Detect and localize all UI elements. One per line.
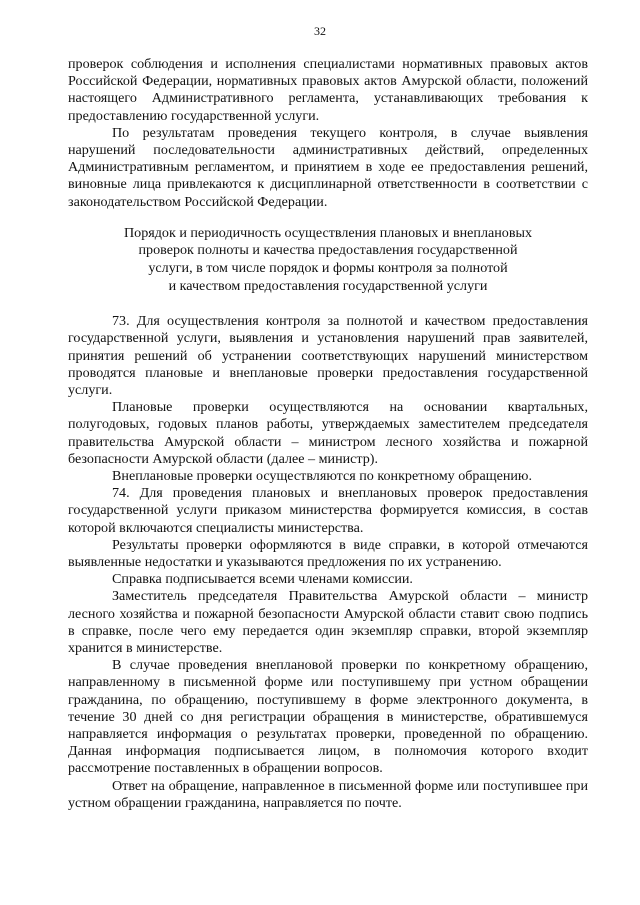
- document-body: [68, 56, 588, 812]
- paragraph-73: 73. Для осуществления контроля за полнотой и качеством предоставления государственной услуги, выявления и установления нарушений прав заявителей, принятия решений об устранении соответствующих нарушений министерством проводятся плановые и внеплановые проверки предоставления государственной услуги.: [68, 313, 588, 399]
- paragraph-74: 74. Для проведения плановых и внеплановых проверок предоставления государственной услуги приказом министерства формируется комиссия, в состав которой включаются специалисты министерства.: [68, 485, 588, 536]
- paragraph: В случае проведения внеплановой проверки по конкретному обращению, направленному в письменной форме или поступившему при устном обращении гражданина, по обращению, поступившему в форме электронного документа, в течение 30 дней со дня регистрации обращения в министерстве, обратившемуся направляется информация о результатах проверки, проведенной по обращению. Данная информация подписывается лицом, в полномочия которого входит рассмотрение поставленных в обращении вопросов.: [68, 657, 588, 777]
- section-heading-line: и качеством предоставления государственной услуги: [168, 277, 488, 294]
- section-heading-line: проверок полноты и качества предоставления государственной: [138, 242, 518, 259]
- paragraph: Ответ на обращение, направленное в письменной форме или поступившее при устном обращении гражданина, направляется по почте.: [68, 777, 588, 811]
- paragraph: По результатам проведения текущего контроля, в случае выявления нарушений последовательности административных действий, определенных Административным регламентом, и принятием в ходе ее предоставления решений, виновные лица привлекаются к дисциплинарной ответственности в соответствии с законодательством Российской Федерации.: [68, 124, 588, 210]
- section-heading-line: Порядок и периодичность осуществления плановых и внеплановых: [123, 224, 532, 241]
- paragraph: Внеплановые проверки осуществляются по конкретному обращению.: [112, 468, 532, 485]
- section-heading: [68, 225, 588, 295]
- paragraph: Результаты проверки оформляются в виде справки, в которой отмечаются выявленные недостатки и указываются предложения по их устранению.: [68, 536, 588, 571]
- page-number: 32: [314, 24, 326, 38]
- section-heading-line: услуги, в том числе порядок и формы контроля за полнотой: [148, 260, 508, 277]
- paragraph: проверок соблюдения и исполнения специалистами нормативных правовых актов Российской Федерации, нормативных правовых актов Амурской области, положений настоящего Административного регламента, устанавливающих требования к предоставлению государственной услуги.: [68, 56, 588, 124]
- paragraph: Заместитель председателя Правительства Амурской области – министр лесного хозяйства и пожарной безопасности Амурской области ставит свою подпись в справке, после чего ему передается один экземпляр справки, второй экземпляр хранится в министерстве.: [68, 588, 588, 657]
- paragraph: Плановые проверки осуществляются на основании квартальных, полугодовых, годовых планов работы, утверждаемых заместителем председателя правительства Амурской области – министром лесного хозяйства и пожарной безопасности Амурской области (далее – министр).: [68, 399, 588, 467]
- paragraph: Справка подписывается всеми членами комиссии.: [112, 571, 413, 588]
